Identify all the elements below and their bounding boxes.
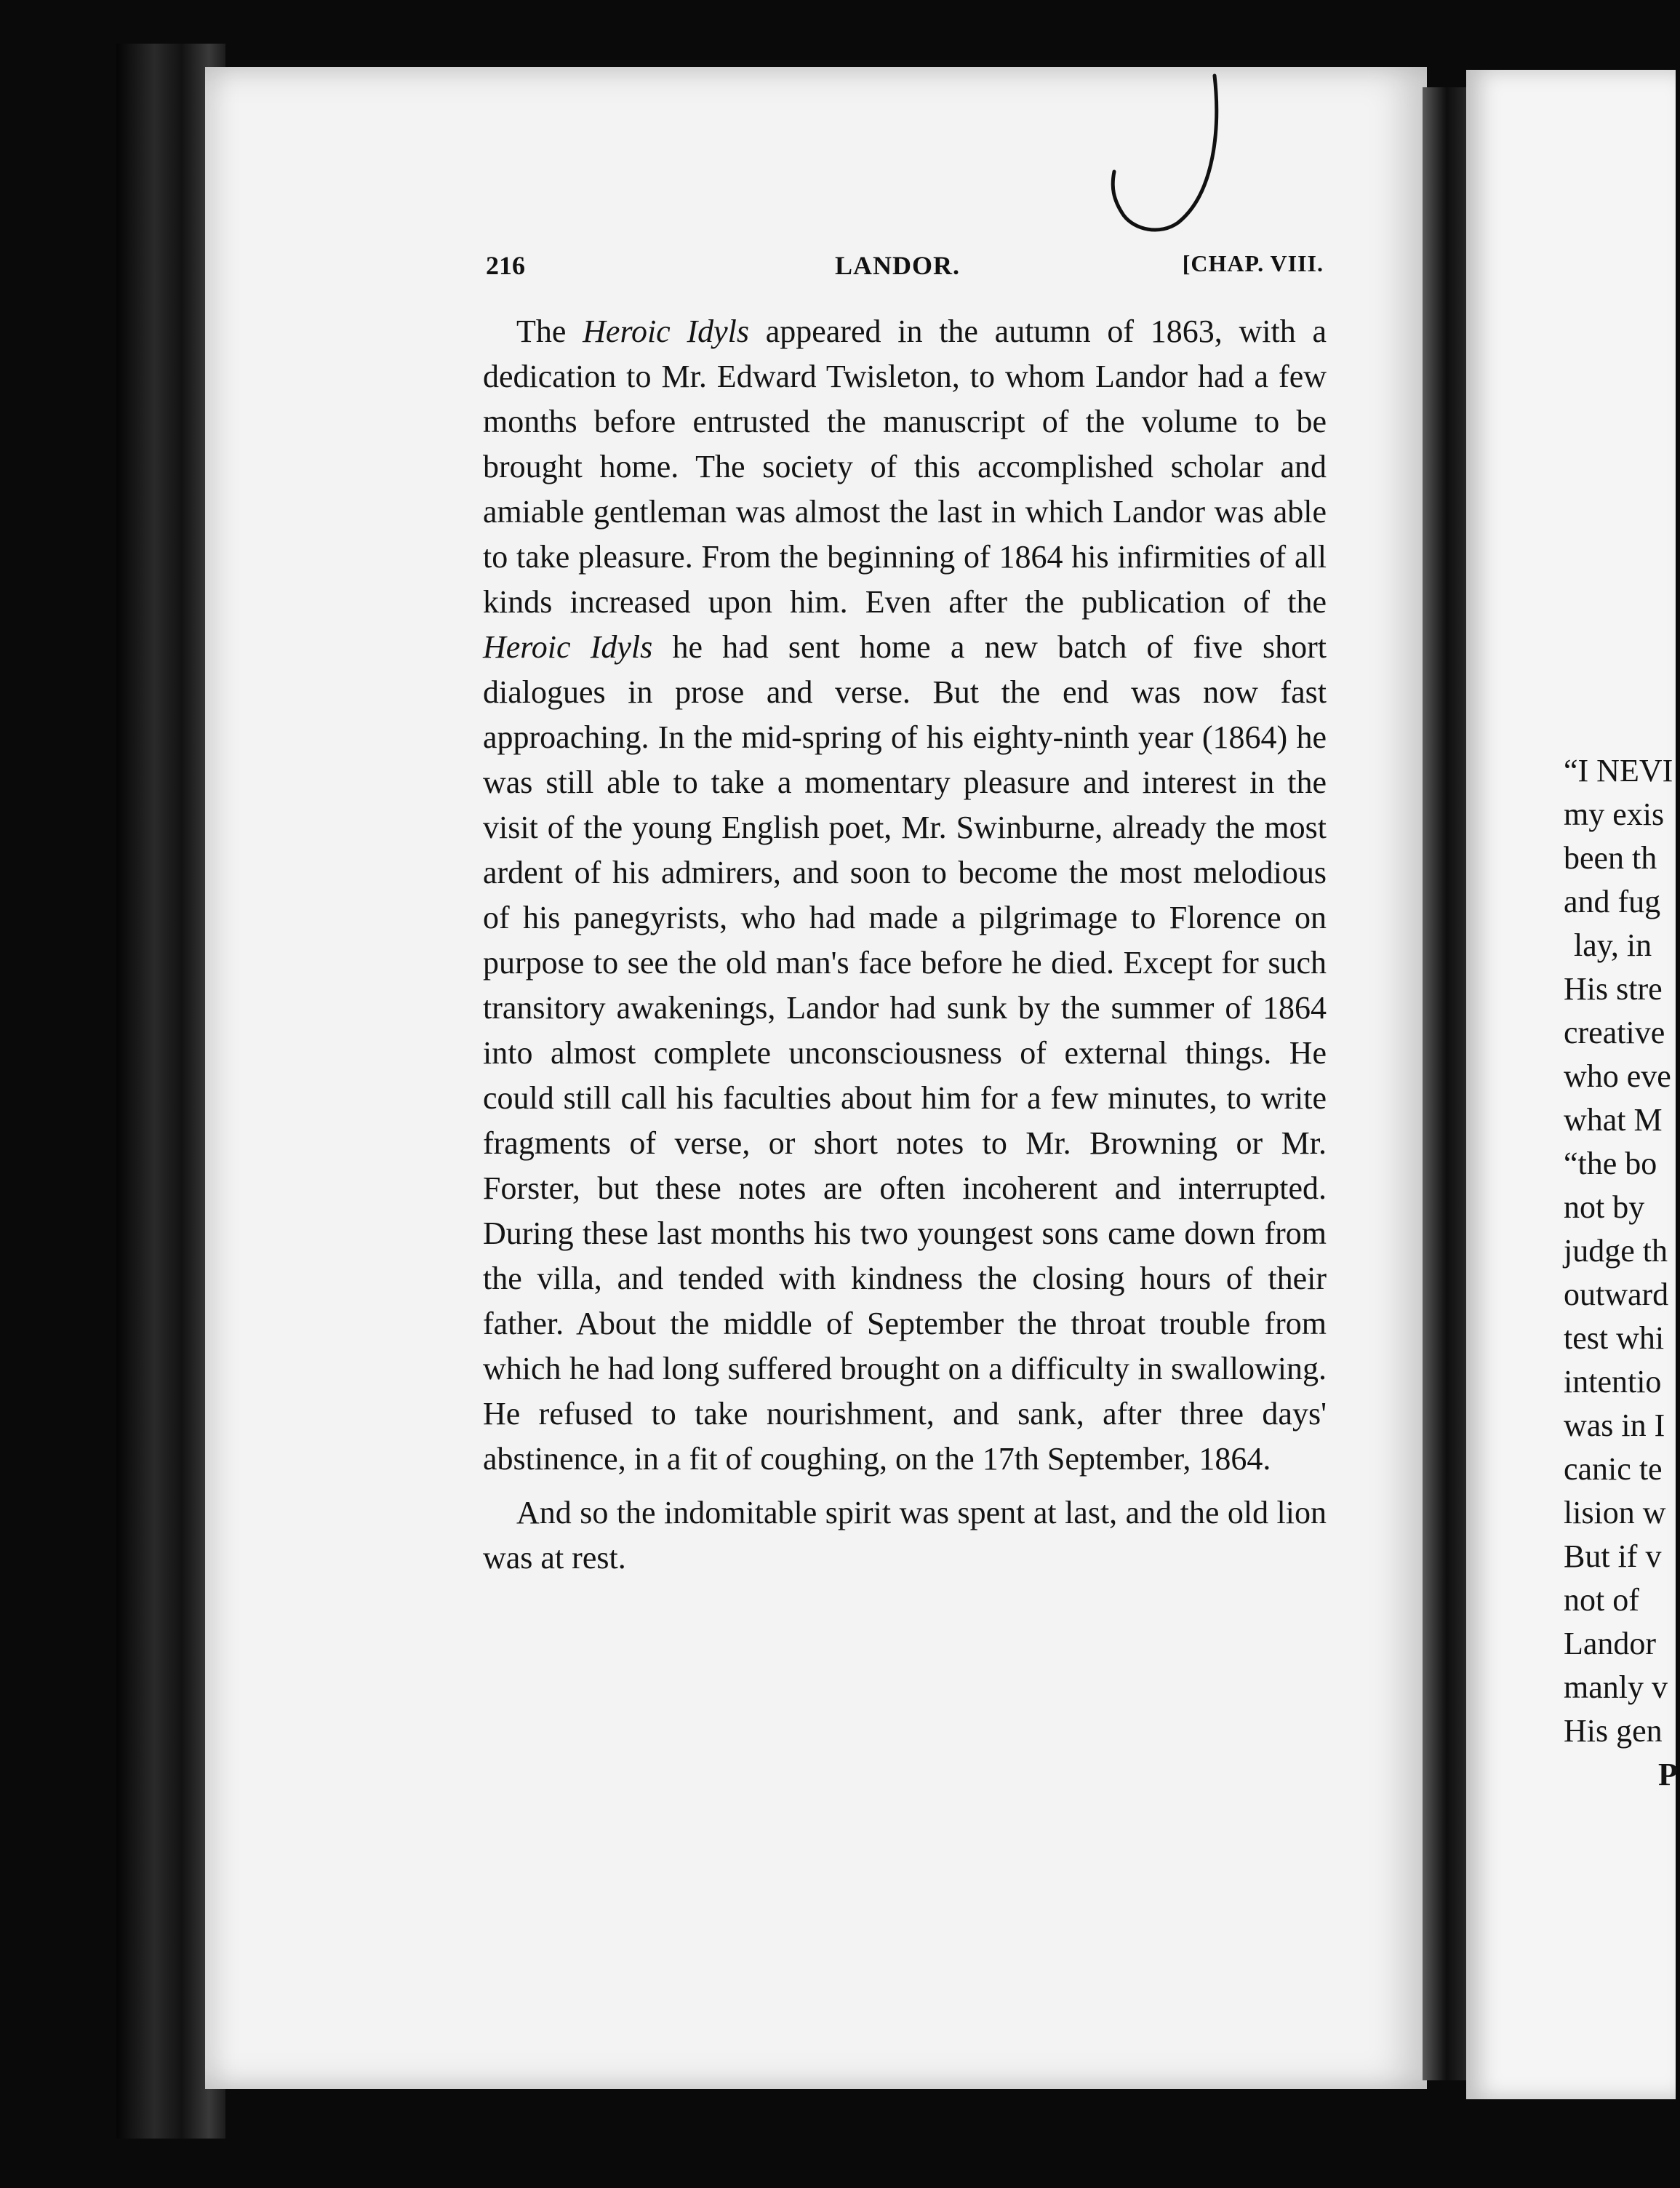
- facing-line: was in I: [1564, 1408, 1665, 1443]
- chapter-reference: [CHAP. VIII.: [1182, 250, 1324, 276]
- facing-page-text: [1564, 749, 1680, 1797]
- facing-line: canic te: [1564, 1451, 1663, 1487]
- facing-line: manly v: [1564, 1669, 1668, 1705]
- italic-title: Heroic Idyls: [583, 314, 749, 349]
- book-gutter: [1423, 87, 1466, 2080]
- facing-line: But if v: [1564, 1538, 1662, 1574]
- facing-line: and fug: [1564, 884, 1661, 919]
- facing-line: outward: [1564, 1277, 1669, 1312]
- main-text: [483, 309, 1327, 1589]
- facing-line: Landor: [1564, 1626, 1657, 1661]
- paragraph-1: [483, 309, 1327, 1482]
- facing-line: intentio: [1564, 1364, 1662, 1400]
- running-title: LANDOR.: [835, 251, 961, 280]
- facing-line: lay, in: [1574, 927, 1652, 963]
- text-run: he had sent home a new batch of five short dialogues in prose and verse. But the end was now fast approaching. In the mid-spring of his eighty-ninth year (1864) he was still able to take a momentary pleasure and interest in the visit of the young English poet, Mr. Swinburne, already the most ardent of his admirers, and soon to become the most melodious of his panegyrists, who had made a pilgrimage to Florence on purpose to see the old man's face before he died. Except for such transitory awakenings, Landor had sunk by the summer of 1864 into almost complete unconsciousness of external things. He could still call his faculties about him for a few minutes, to write fragments of verse, or short notes to Mr. Browning or Mr. Forster, but these notes are often incoherent and interrupted. During these last months his two youngest sons came down from the villa, and tended with kindness the closing hours of their father. About the middle of September the throat trouble from which he had long suffered brought on a difficulty in swallowing. He refused to take nourishment, and sank, after three days' abstinence, in a fit of coughing, on the 17th September, 1864.: [483, 629, 1327, 1477]
- facing-line: His gen: [1564, 1713, 1663, 1749]
- running-head: [486, 250, 1324, 294]
- facing-line: creative: [1564, 1015, 1665, 1050]
- facing-line: P: [1658, 1757, 1678, 1792]
- page-number: 216: [486, 251, 525, 280]
- text-run: And so the indomitable spirit was spent at last, and the old lion was at rest.: [483, 1495, 1327, 1576]
- facing-line: “I NEVI: [1564, 753, 1673, 788]
- paragraph-2: [483, 1490, 1327, 1581]
- facing-line: who eve: [1564, 1058, 1671, 1094]
- facing-line: been th: [1564, 840, 1657, 876]
- facing-line: judge th: [1564, 1233, 1668, 1269]
- text-run: The: [516, 314, 583, 349]
- facing-line: “the bo: [1564, 1146, 1657, 1181]
- facing-line: lision w: [1564, 1495, 1666, 1530]
- facing-line: His stre: [1564, 971, 1663, 1007]
- handwritten-ink-mark: [1091, 70, 1236, 244]
- facing-line: not by: [1564, 1189, 1645, 1225]
- facing-line: test whi: [1564, 1320, 1665, 1356]
- text-run: appeared in the autumn of 1863, with a dedication to Mr. Edward Twisleton, to whom Landor had a few months before entrusted the manuscript of the volume to be brought home. The society of this accomplished scholar and amiable gentleman was almost the last in which Landor was able to take pleasure. From the beginning of 1864 his infirmities of all kinds increased upon him. Even after the publication of the: [483, 314, 1327, 620]
- facing-line: my exis: [1564, 796, 1665, 832]
- facing-line: what M: [1564, 1102, 1663, 1138]
- italic-title: Heroic Idyls: [483, 629, 653, 665]
- facing-line: not of: [1564, 1582, 1639, 1618]
